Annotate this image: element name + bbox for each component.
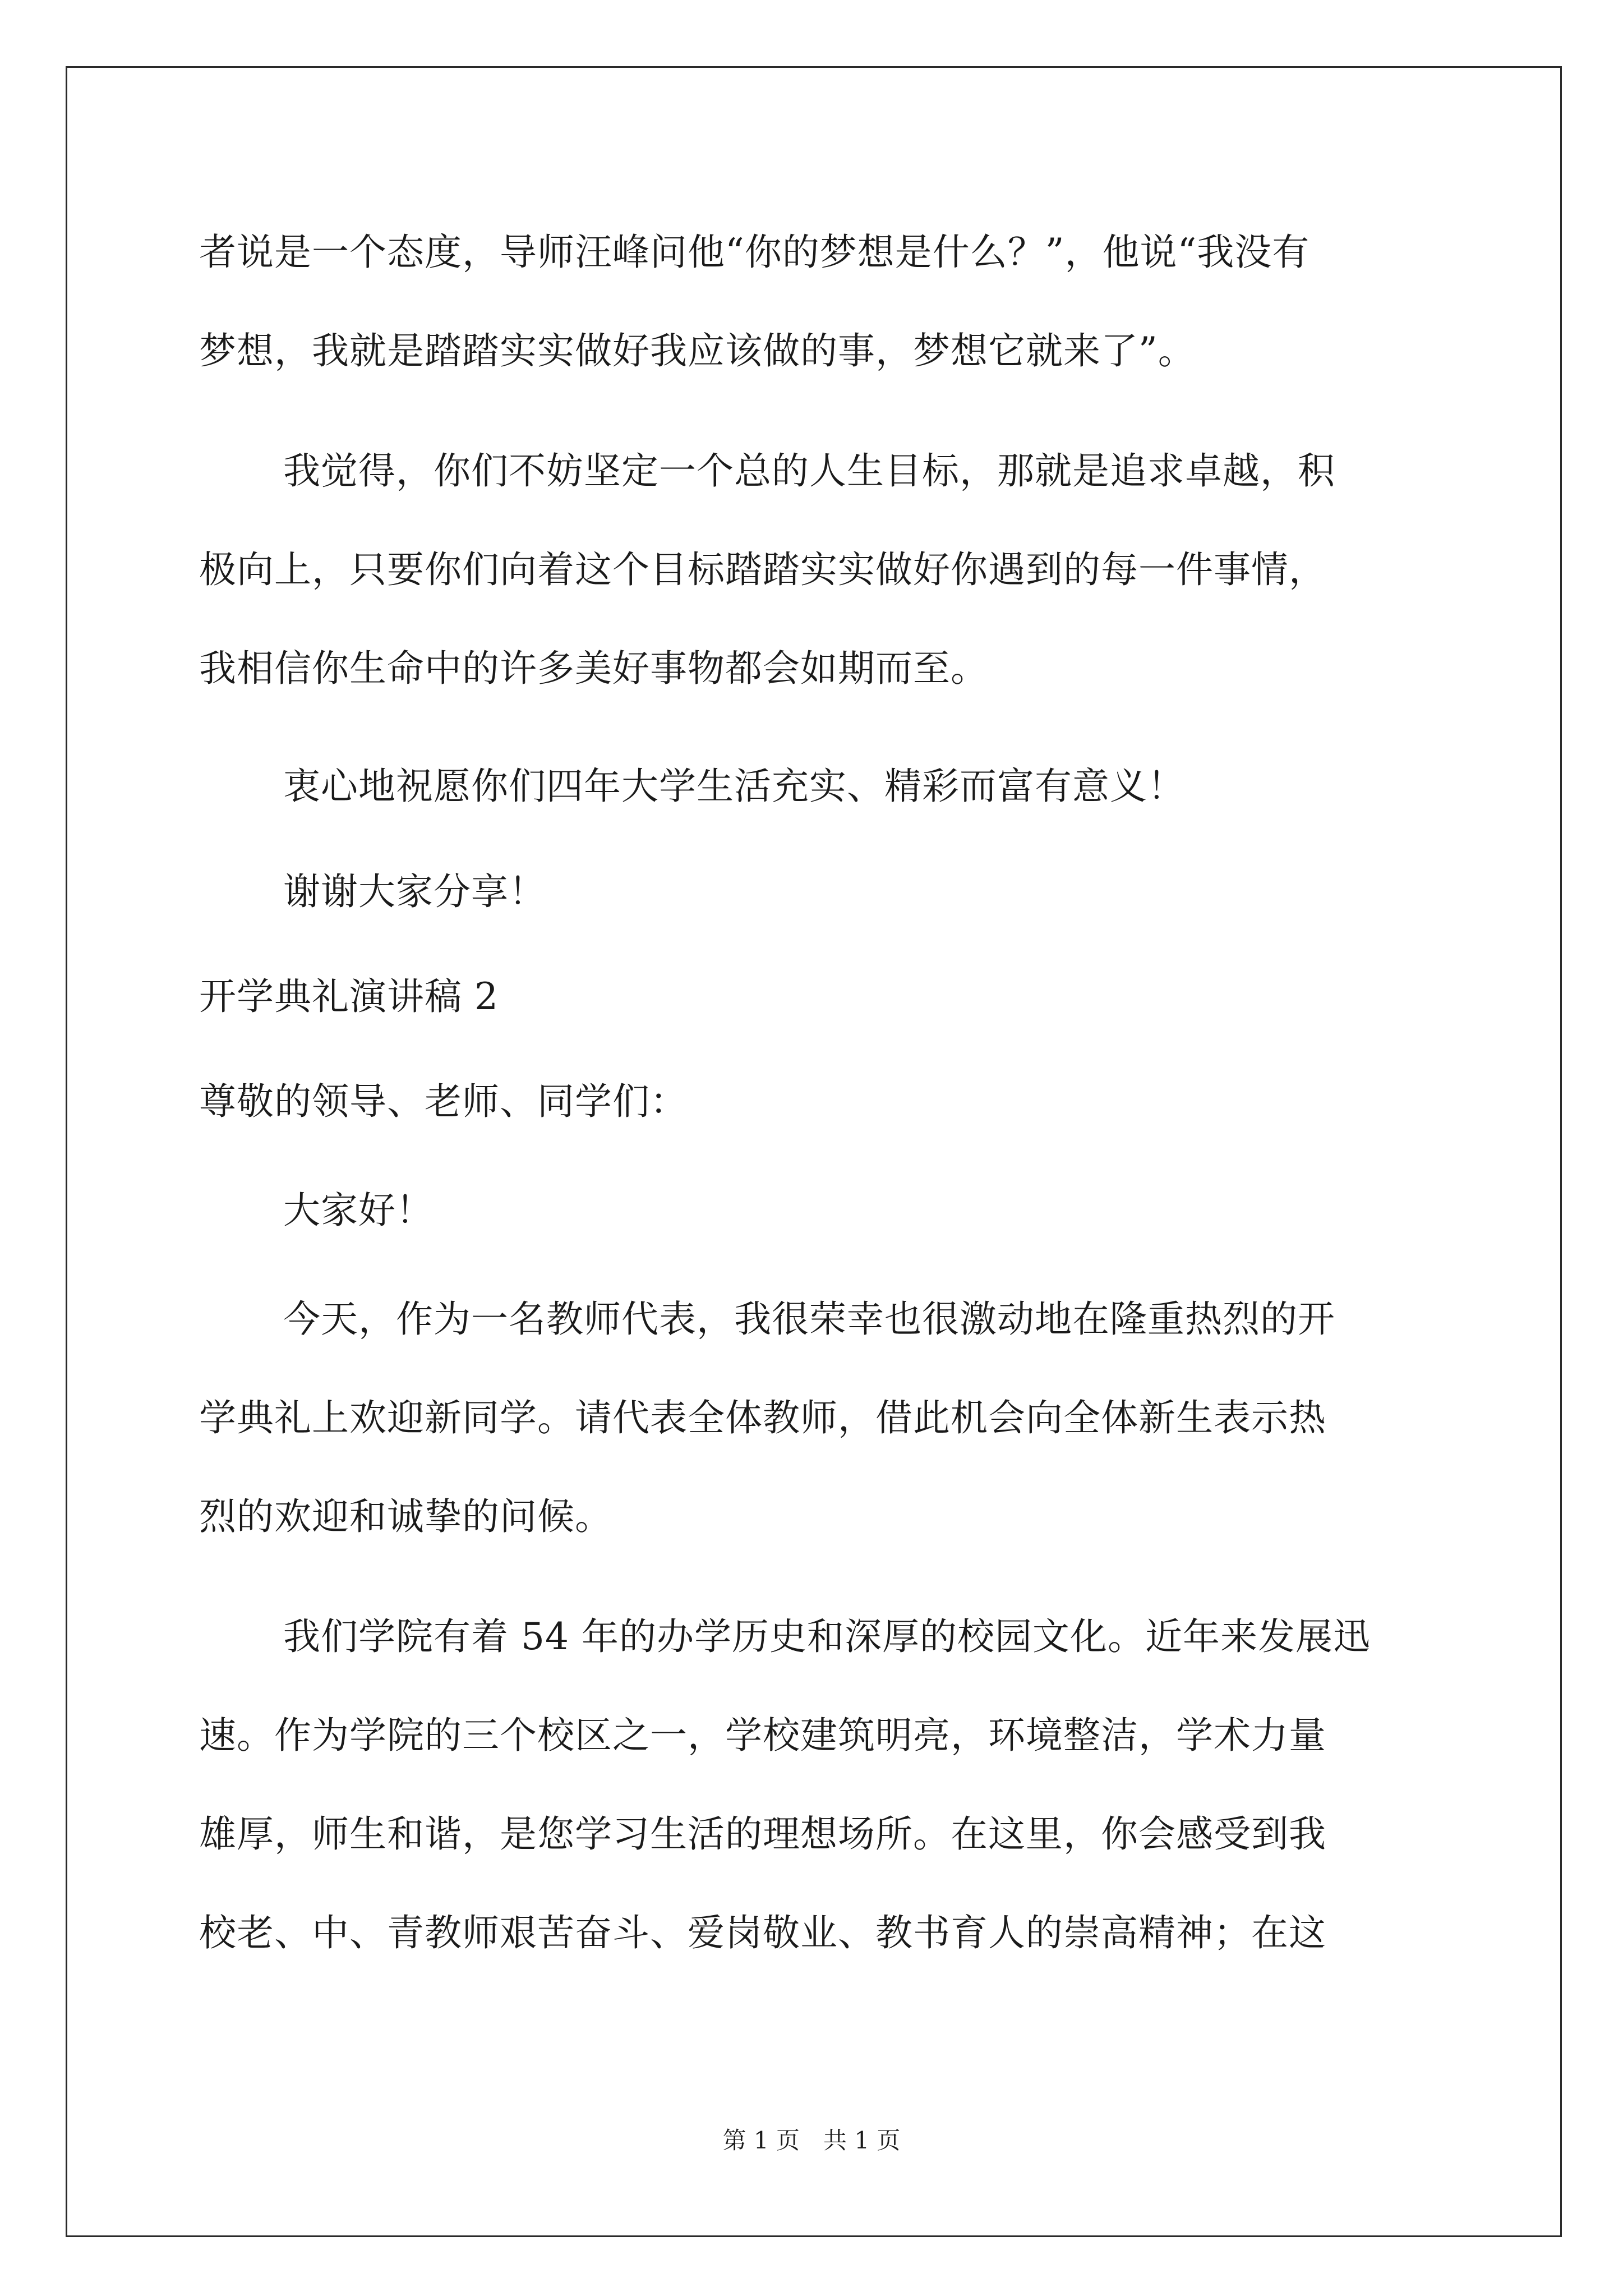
section-heading: 开学典礼演讲稿 2 — [199, 975, 499, 1018]
paragraph-line: 极向上，只要你们向着这个目标踏踏实实做好你遇到的每一件事情， — [199, 548, 1326, 591]
paragraph-line: 今天，作为一名教师代表，我很荣幸也很激动地在隆重热烈的开 — [283, 1297, 1335, 1341]
page-footer: 第 1 页 共 1 页 — [722, 2127, 901, 2154]
paragraph-line: 烈的欢迎和诚挚的问候。 — [199, 1495, 612, 1538]
salutation: 尊敬的领导、老师、同学们： — [199, 1080, 688, 1123]
paragraph-line: 我相信你生命中的许多美好事物都会如期而至。 — [199, 647, 988, 690]
paragraph-line: 衷心地祝愿你们四年大学生活充实、精彩而富有意义！ — [283, 765, 1185, 808]
paragraph-line: 梦想，我就是踏踏实实做好我应该做的事，梦想它就来了”。 — [199, 329, 1196, 372]
paragraph-line: 谢谢大家分享！ — [283, 870, 546, 913]
paragraph-line: 校老、中、青教师艰苦奋斗、爱岗敬业、教书育人的崇高精神；在这 — [199, 1911, 1326, 1954]
paragraph-line: 雄厚，师生和谐，是您学习生活的理想场所。在这里，你会感受到我 — [199, 1812, 1326, 1856]
paragraph-line: 我们学院有着 54 年的办学历史和深厚的校园文化。近年来发展迅 — [283, 1615, 1371, 1658]
greeting: 大家好！ — [283, 1189, 434, 1232]
paragraph-line: 学典礼上欢迎新同学。请代表全体教师，借此机会向全体新生表示热 — [199, 1396, 1326, 1439]
paragraph-line: 者说是一个态度，导师汪峰问他“你的梦想是什么？”，他说“我没有 — [199, 231, 1310, 274]
paragraph-line: 我觉得，你们不妨坚定一个总的人生目标，那就是追求卓越，积 — [283, 449, 1335, 493]
paragraph-line: 速。作为学院的三个校区之一，学校建筑明亮，环境整洁，学术力量 — [199, 1714, 1326, 1757]
